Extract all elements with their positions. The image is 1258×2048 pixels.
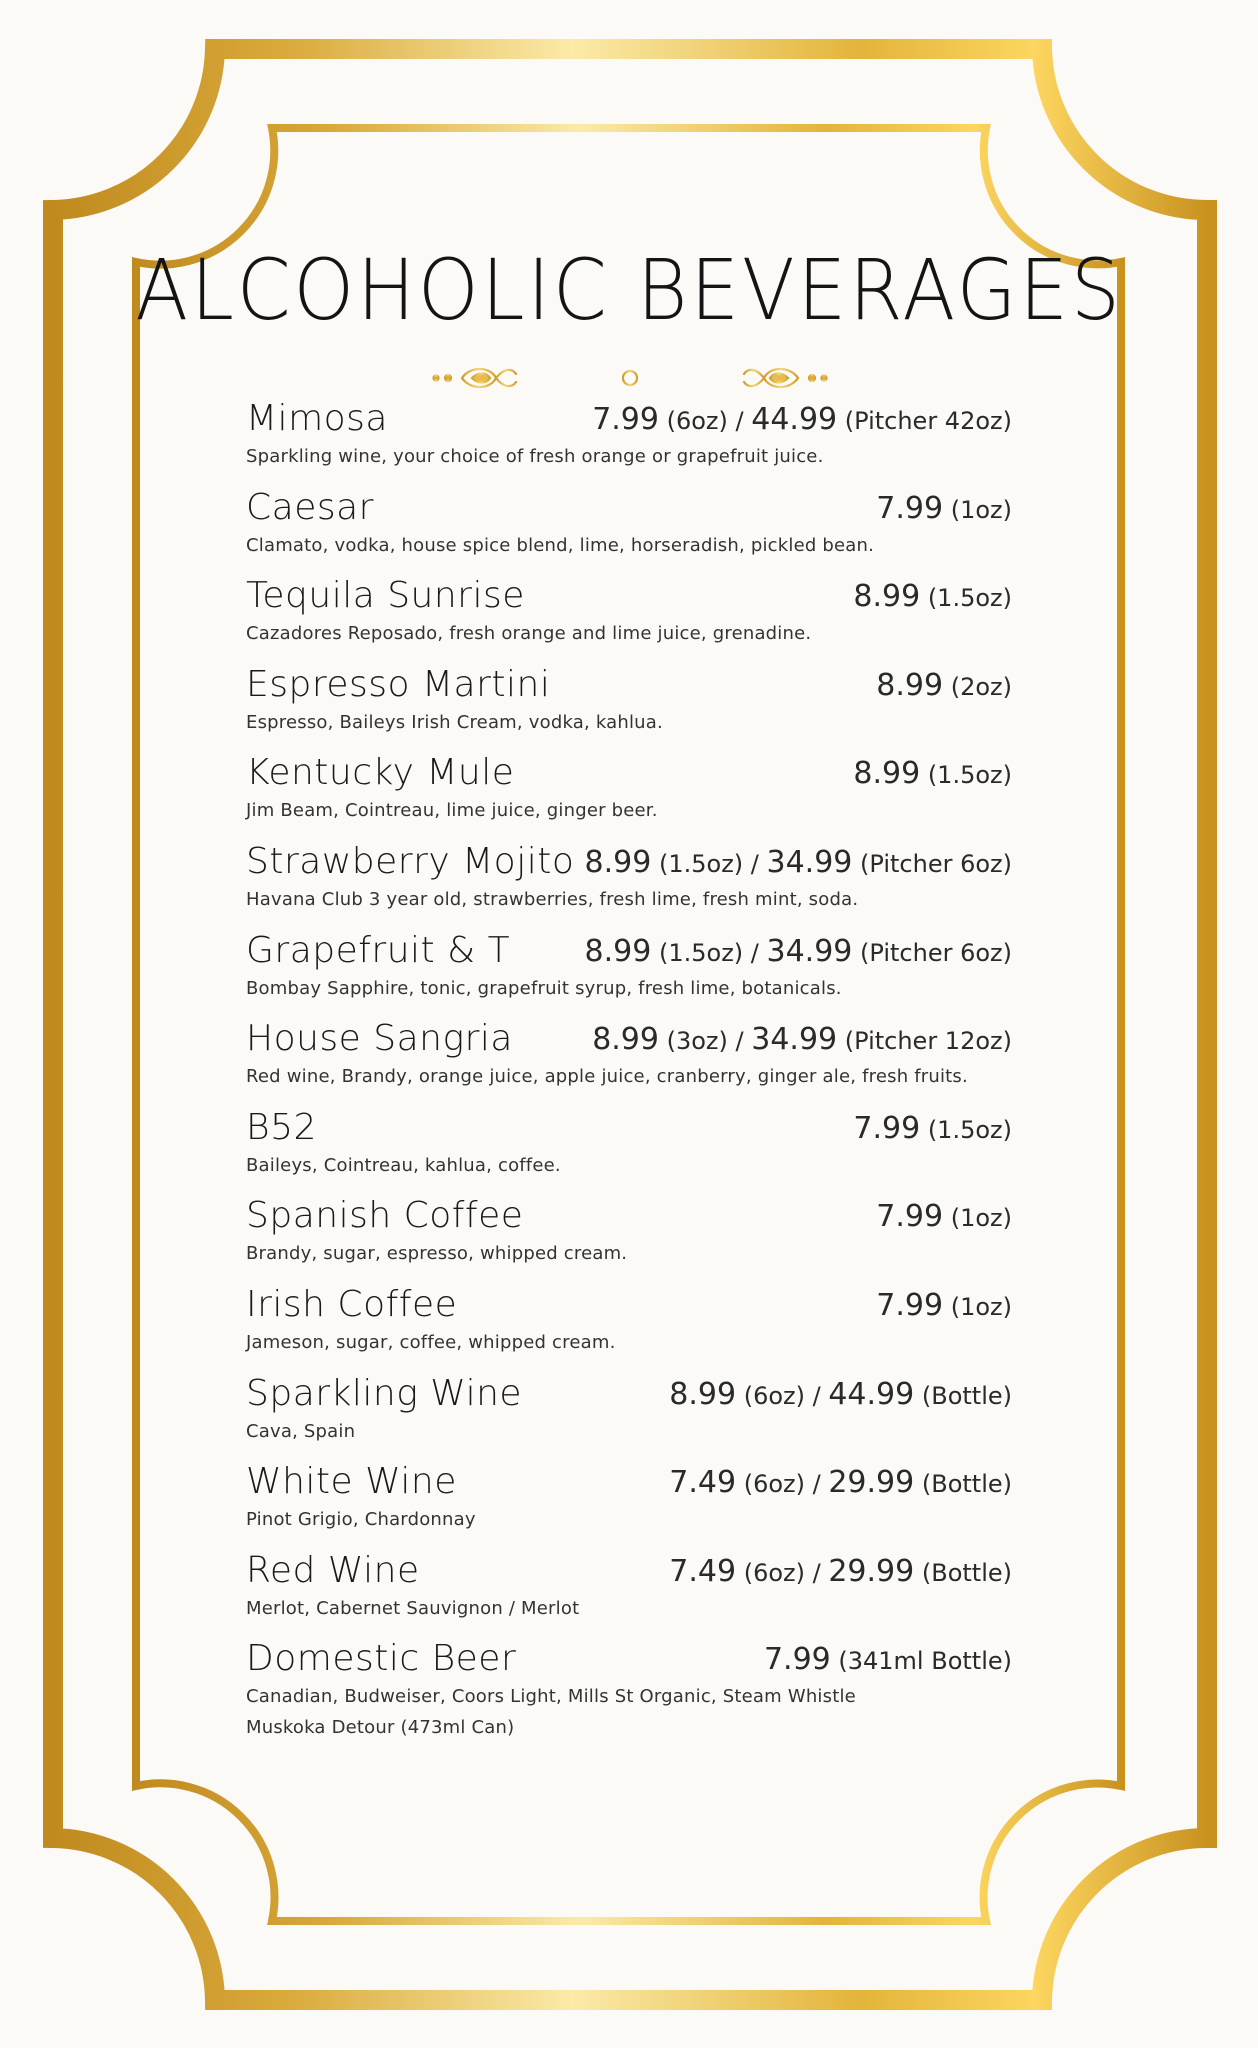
item-name: Caesar	[246, 486, 374, 528]
item-description: Brandy, sugar, espresso, whipped cream.	[246, 1243, 628, 1265]
item-price	[876, 491, 1012, 526]
item-description: Baileys, Cointreau, kahlua, coffee.	[246, 1154, 561, 1176]
price-amount: 44.99	[828, 1376, 915, 1412]
price-unit: (341ml Bottle)	[830, 1647, 1012, 1676]
item-price	[592, 402, 1012, 437]
price-amount: 7.49	[669, 1465, 737, 1501]
item-name: House Sangria	[246, 1018, 513, 1060]
price-unit: (3oz) /	[658, 1027, 752, 1056]
item-name: Mimosa	[246, 398, 388, 439]
price-amount: 7.99	[763, 1642, 831, 1678]
item-description: Espresso, Baileys Irish Cream, vodka, kahlua.	[246, 711, 663, 733]
item-description: Havana Club 3 year old, strawberries, fresh lime, fresh mint, soda.	[246, 888, 859, 910]
item-description: Clamato, vodka, house spice blend, lime, horseradish, pickled bean.	[246, 534, 875, 556]
price-unit: (6oz) /	[736, 1381, 829, 1410]
price-amount: 7.99	[876, 1287, 944, 1323]
menu-item	[246, 1189, 1012, 1278]
menu-item	[246, 746, 1012, 835]
item-description: Canadian, Budweiser, Coors Light, Mills St Organic, Steam Whistle	[246, 1686, 856, 1708]
menu-item	[246, 658, 1012, 747]
price-unit: (2oz)	[943, 672, 1012, 701]
price-amount: 34.99	[766, 933, 853, 969]
item-description-line2: Muskoka Detour (473ml Can)	[246, 1717, 515, 1739]
menu-item	[246, 569, 1012, 658]
item-description: Sparkling wine, your choice of fresh orange or grapefruit juice.	[246, 446, 824, 467]
item-name: Tequila Sunrise	[246, 575, 525, 617]
price-unit: (6oz) /	[736, 1558, 829, 1587]
price-unit: (1.5oz) /	[651, 849, 767, 878]
menu-item	[246, 1101, 1012, 1190]
item-price	[669, 1554, 1012, 1589]
price-unit: (1oz)	[943, 1292, 1012, 1321]
item-description: Red wine, Brandy, orange juice, apple juice, cranberry, ginger ale, fresh fruits.	[246, 1066, 968, 1088]
menu-item	[246, 1632, 1012, 1742]
price-amount: 34.99	[766, 844, 853, 880]
item-price	[876, 1288, 1012, 1323]
item-description: Cava, Spain	[246, 1420, 356, 1442]
price-unit: (Pitcher 6oz)	[852, 938, 1012, 967]
item-price	[876, 668, 1012, 703]
price-amount: 8.99	[876, 667, 944, 703]
price-unit: (1oz)	[943, 1204, 1012, 1233]
item-name: Domestic Beer	[246, 1638, 517, 1680]
price-amount: 8.99	[584, 844, 652, 880]
item-price	[876, 1199, 1012, 1234]
menu-item	[246, 1012, 1012, 1101]
menu-title: ALCOHOLIC BEVERAGES	[135, 241, 1123, 339]
price-unit: (6oz) /	[658, 407, 752, 435]
item-description: Merlot, Cabernet Sauvignon / Merlot	[246, 1597, 580, 1619]
menu-item	[246, 481, 1012, 570]
item-name: Red Wine	[246, 1549, 420, 1591]
item-price	[853, 756, 1012, 791]
menu-list	[246, 392, 1012, 1742]
price-unit: (1.5oz) /	[651, 938, 767, 967]
price-unit: (Pitcher 42oz)	[837, 407, 1012, 435]
price-amount: 34.99	[751, 1022, 838, 1058]
item-name: Spanish Coffee	[246, 1195, 524, 1237]
item-price	[592, 1022, 1012, 1057]
item-description: Bombay Sapphire, tonic, grapefruit syrup, fresh lime, botanicals.	[246, 977, 842, 999]
item-price	[764, 1642, 1012, 1677]
price-amount: 7.99	[853, 1110, 921, 1146]
price-amount: 7.49	[669, 1553, 737, 1589]
price-amount: 7.99	[592, 402, 659, 437]
item-price	[669, 1377, 1012, 1412]
price-amount: 8.99	[853, 579, 921, 615]
item-name: Irish Coffee	[246, 1283, 458, 1325]
price-amount: 8.99	[853, 756, 921, 792]
price-unit: (Pitcher 6oz)	[852, 849, 1012, 878]
menu-item	[246, 1367, 1012, 1456]
item-name: White Wine	[246, 1461, 457, 1503]
item-name: Sparkling Wine	[246, 1372, 523, 1414]
price-unit: (1.5oz)	[920, 584, 1012, 613]
price-amount: 8.99	[584, 933, 652, 969]
price-amount: 29.99	[828, 1465, 915, 1501]
price-unit: (Bottle)	[914, 1470, 1012, 1499]
price-amount: 8.99	[669, 1376, 737, 1412]
price-amount: 7.99	[876, 1199, 944, 1235]
price-unit: (1.5oz)	[920, 761, 1012, 790]
price-amount: 8.99	[592, 1022, 659, 1058]
item-description: Cazadores Reposado, fresh orange and lime juice, grenadine.	[246, 623, 812, 645]
item-name: B52	[246, 1106, 317, 1148]
item-name: Espresso Martini	[246, 663, 551, 705]
item-name: Strawberry Mojito	[246, 840, 575, 882]
item-price	[669, 1465, 1012, 1500]
item-price	[853, 579, 1012, 614]
item-description: Jameson, sugar, coffee, whipped cream.	[246, 1331, 616, 1353]
menu-item	[246, 1455, 1012, 1544]
menu-item	[246, 835, 1012, 924]
item-price	[853, 1111, 1012, 1146]
menu-item	[246, 392, 1012, 481]
menu-item	[246, 1544, 1012, 1633]
menu-item	[246, 1278, 1012, 1367]
item-name: Kentucky Mule	[246, 752, 515, 794]
price-unit: (Bottle)	[914, 1558, 1012, 1587]
item-price	[585, 934, 1012, 969]
price-unit: (Pitcher 12oz)	[837, 1027, 1012, 1056]
price-amount: 44.99	[751, 402, 838, 437]
price-unit: (6oz) /	[736, 1470, 829, 1499]
price-unit: (1oz)	[943, 495, 1012, 524]
item-description: Pinot Grigio, Chardonnay	[246, 1509, 476, 1531]
price-unit: (Bottle)	[914, 1381, 1012, 1410]
price-unit: (1.5oz)	[920, 1115, 1012, 1144]
item-description: Jim Beam, Cointreau, lime juice, ginger beer.	[246, 800, 658, 822]
item-price	[585, 845, 1012, 880]
item-name: Grapefruit & T	[246, 929, 511, 971]
menu-item	[246, 924, 1012, 1013]
price-amount: 29.99	[828, 1553, 915, 1589]
price-amount: 7.99	[876, 490, 944, 526]
